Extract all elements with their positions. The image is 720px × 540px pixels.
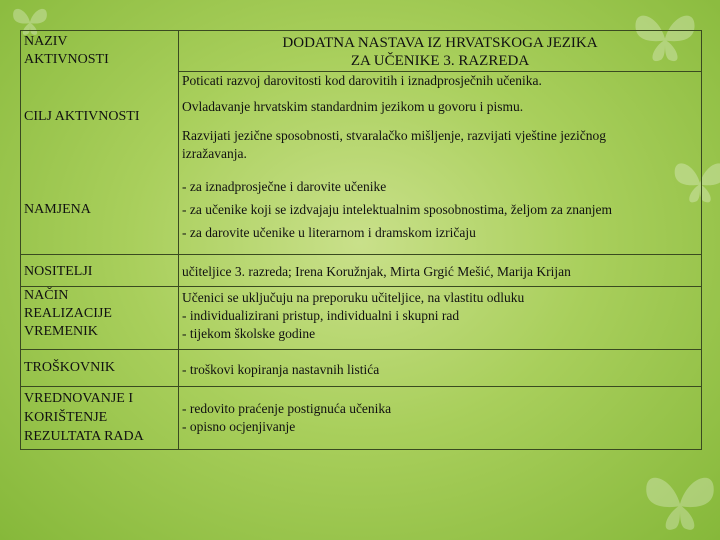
row-divider <box>21 286 701 287</box>
nacin-label-line: VREMENIK <box>24 324 98 339</box>
row-divider <box>21 254 701 255</box>
cilj-line: Poticati razvoj darovitosti kod darovitih i iznadprosječnih učenika. <box>182 73 542 88</box>
nacin-label <box>24 287 112 341</box>
vrednovanje-label-line: REZULTATA RADA <box>24 429 144 444</box>
namjena-line: - za iznadprosječne i darovite učenike <box>182 179 387 194</box>
vrednovanje-label-line: KORIŠTENJE <box>24 410 108 425</box>
nacin-line: - individualizirani pristup, individualni i skupni rad <box>182 308 460 323</box>
troskovnik-value: - troškovi kopiranja nastavnih listića <box>182 362 380 377</box>
vrednovanje-label <box>24 389 144 446</box>
cilj-line: izražavanja. <box>182 146 247 161</box>
vrednovanje-label-line: VREDNOVANJE I <box>24 391 134 406</box>
nacin-label-line: REALIZACIJE <box>24 306 112 321</box>
namjena-line: - za učenike koji se izdvajaju intelektualnim sposobnostima, željom za znanjem <box>182 202 612 217</box>
activity-title-line: ZA UČENIKE 3. RAZREDA <box>350 53 530 69</box>
activity-table <box>20 30 702 450</box>
troskovnik-label: TROŠKOVNIK <box>24 360 115 375</box>
naziv-label-line: NAZIV <box>24 34 68 49</box>
nacin-line: - tijekom školske godine <box>182 326 316 341</box>
nositelji-value: učiteljice 3. razreda; Irena Koružnjak, Mirta Grgić Mešić, Marija Krijan <box>182 264 571 279</box>
naziv-label <box>24 33 109 69</box>
cilj-line: Razvijati jezične sposobnosti, stvaralačko mišljenje, razvijati vještine jezičnog <box>182 128 606 143</box>
nacin-line: Učenici se uključuju na preporuku učiteljice, na vlastitu odluku <box>182 290 525 305</box>
nositelji-label: NOSITELJI <box>24 264 93 279</box>
vrednovanje-lines <box>182 400 391 436</box>
cilj-line: Ovladavanje hrvatskim standardnim jezikom u govoru i pismu. <box>182 99 524 114</box>
row-divider <box>21 349 701 350</box>
vrednovanje-line: - redovito praćenje postignuća učenika <box>182 401 392 416</box>
row-divider <box>21 386 701 387</box>
naziv-label-line: AKTIVNOSTI <box>24 52 109 67</box>
namjena-line: - za darovite učenike u literarnom i dramskom izričaju <box>182 225 476 240</box>
cilj-label: CILJ AKTIVNOSTI <box>24 109 140 124</box>
namjena-label: NAMJENA <box>24 202 91 217</box>
activity-title <box>179 34 701 70</box>
nacin-label-line: NAČIN <box>24 288 69 303</box>
activity-title-line: DODATNA NASTAVA IZ HRVATSKOGA JEZIKA <box>282 35 598 51</box>
nacin-lines <box>182 289 524 343</box>
butterfly-decoration-icon <box>640 460 720 540</box>
vrednovanje-line: - opisno ocjenjivanje <box>182 419 296 434</box>
